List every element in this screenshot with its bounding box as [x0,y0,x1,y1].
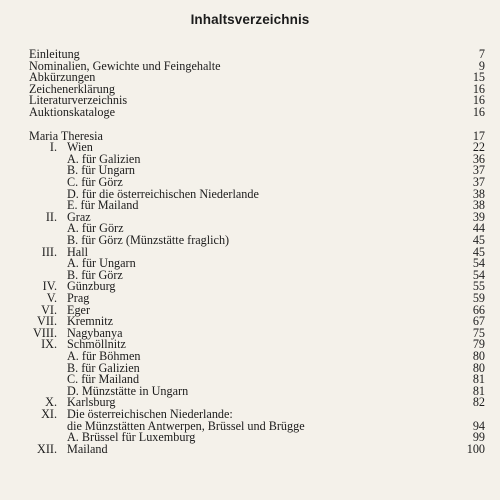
entry-label: A. für Görz [67,221,124,236]
entry-label: Günzburg [67,279,116,294]
entry-page-number: 100 [466,441,485,456]
entry-page-number: 54 [472,267,485,282]
entry-label: Abkürzungen [29,70,96,85]
entry-label: Nagybanya [67,325,123,340]
entry-label: A. für Ungarn [67,256,136,271]
entry-page-number: 54 [472,256,485,271]
entry-number: XII. [37,441,57,456]
entry-page-number: 44 [472,221,485,236]
entry-label: B. für Görz [67,267,123,282]
entry-number: VI. [41,302,57,317]
entry-page-number: 16 [472,93,485,108]
entry-number: IV. [42,279,57,294]
entry-label: B. für Galizien [67,360,140,375]
entry-label: Einleitung [29,47,80,61]
entry-label: B. für Ungarn [67,163,136,178]
entry-label: Kremnitz [67,314,114,329]
entry-page-number: 15 [472,70,485,85]
entry-page-number: 99 [472,430,485,445]
entry-number: X. [45,395,57,410]
entry-number: I. [49,140,57,155]
entry-label: A. für Böhmen [67,349,141,363]
entry-page-number: 16 [472,81,485,96]
entry-label: Eger [67,302,91,317]
entry-page-number: 75 [472,325,485,340]
entry-page-number: 45 [472,233,485,247]
entry-page-number: 17 [472,128,485,143]
entry-label: Maria Theresia [29,128,103,143]
entry-page-number: 67 [472,314,485,329]
entry-label: Zeichenerklärung [29,81,115,96]
entry-page-number: 7 [478,47,485,61]
entry-page-number: 81 [472,372,485,387]
entry-number: XI. [41,407,57,421]
entry-number: IX. [41,337,57,352]
entry-label: Nominalien, Gewichte und Feingehalte [29,58,221,73]
entry-label: Auktionskataloge [29,105,115,119]
entry-label: B. für Görz (Münzstätte fraglich) [67,233,230,247]
entry-label: die Münzstätten Antwerpen, Brüssel und Brügge [67,418,305,433]
toc-front-matter-item [29,105,485,119]
entry-page-number: 36 [472,151,485,166]
entry-number: VII. [37,314,57,329]
entry-page-number: 59 [472,291,485,305]
entry-page-number: 22 [472,140,485,155]
entry-label: Prag [67,291,90,305]
entry-page-number: 80 [472,360,485,375]
entry-page-number: 38 [472,186,485,201]
entry-label: D. Münzstätte in Ungarn [67,383,189,398]
entry-label: A. Brüssel für Luxemburg [67,430,196,445]
entry-page-number: 66 [472,302,485,317]
entry-label: E. für Mailand [67,198,139,213]
entry-page-number: 55 [472,279,485,294]
entry-number: VIII. [32,325,57,340]
entry-page-number: 37 [472,163,485,178]
entry-page-number: 9 [478,58,485,73]
entry-label: Hall [67,244,88,259]
entry-label: A. für Galizien [67,151,141,166]
entry-label: Schmöllnitz [67,337,126,352]
entry-label: D. für die österreichischen Niederlande [67,186,259,201]
entry-page-number: 94 [472,418,485,433]
entry-page-number: 81 [472,383,485,398]
entry-page-number: 38 [472,198,485,213]
entry-label: Karlsburg [67,395,116,410]
entry-number: V. [46,291,57,305]
page-title: Inhaltsverzeichnis [190,12,310,27]
entry-page-number: 37 [472,175,485,189]
entry-label: Wien [67,140,93,155]
entry-page-number: 16 [472,105,485,119]
entry-page-number: 80 [472,349,485,363]
toc-chapter-item [29,442,485,456]
entry-page-number: 45 [472,244,485,259]
entry-number: III. [41,244,57,259]
entry-label: C. für Mailand [67,372,140,387]
entry-label: Die österreichischen Niederlande: [67,407,233,421]
entry-page-number: 79 [472,337,485,352]
entry-label: Mailand [67,441,108,456]
entry-page-number: 39 [472,209,485,224]
entry-label: Graz [67,209,91,224]
entry-label: C. für Görz [67,175,123,189]
entry-label: Literaturverzeichnis [29,93,128,108]
entry-number: II. [45,209,57,224]
entry-page-number: 82 [472,395,485,410]
